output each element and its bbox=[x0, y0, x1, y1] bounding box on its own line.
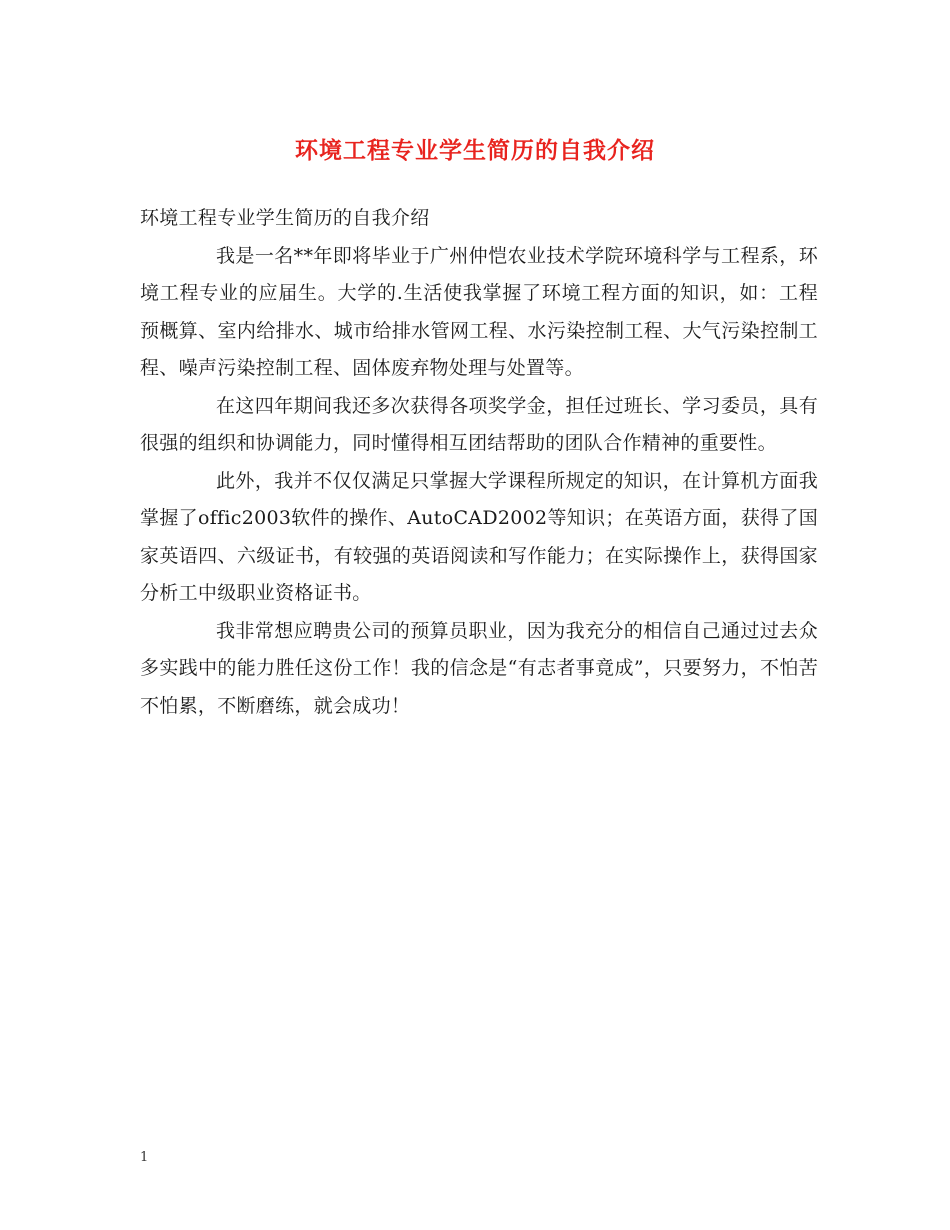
paragraph-application: 我非常想应聘贵公司的预算员职业，因为我充分的相信自己通过过去众多实践中的能力胜任这份工作！我的信念是“有志者事竟成”，只要努力，不怕苦不怕累，不断磨练，就会成功！ bbox=[140, 619, 818, 717]
document-title: 环境工程专业学生简历的自我介绍 bbox=[295, 138, 655, 164]
paragraph-skills: 此外，我并不仅仅满足只掌握大学课程所规定的知识，在计算机方面我掌握了offic2003软件的操作、AutoCAD2002等知识；在英语方面，获得了国家英语四、六级证书，有较强的英语阅读和写作能力；在实际操作上，获得国家分析工中级职业资格证书。 bbox=[140, 469, 818, 604]
page-number: 1 bbox=[140, 1150, 149, 1165]
document-subtitle: 环境工程专业学生简历的自我介绍 bbox=[140, 207, 430, 229]
paragraph-education: 我是一名**年即将毕业于广州仲恺农业技术学院环境科学与工程系，环境工程专业的应届生。大学的.生活使我掌握了环境工程方面的知识，如：工程预概算、室内给排水、城市给排水管网工程、水污染控制工程、大气污染控制工程、噪声污染控制工程、固体废弃物处理与处置等。 bbox=[140, 244, 818, 379]
paragraph-awards: 在这四年期间我还多次获得各项奖学金，担任过班长、学习委员，具有很强的组织和协调能力，同时懂得相互团结帮助的团队合作精神的重要性。 bbox=[140, 394, 818, 454]
document-body bbox=[140, 200, 818, 725]
